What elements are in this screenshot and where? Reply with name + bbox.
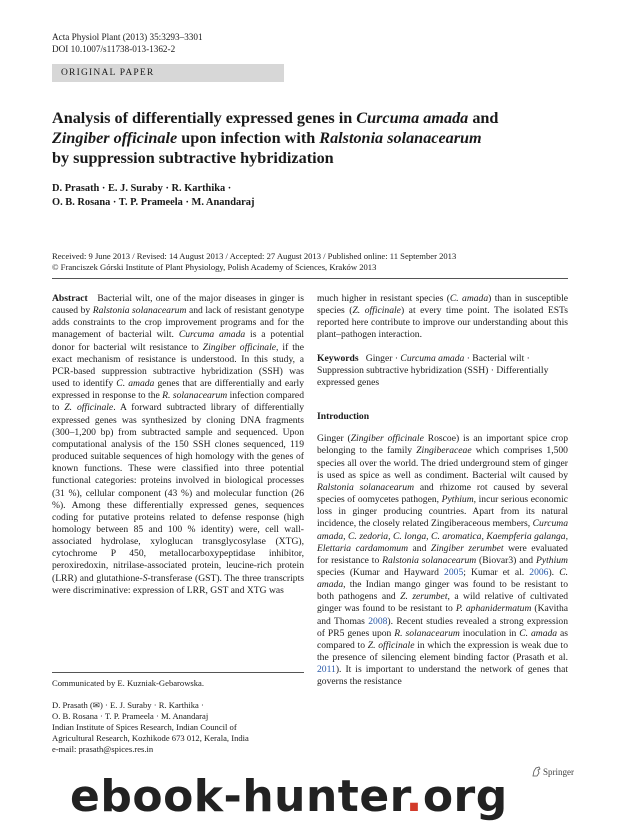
affiliation: D. Prasath (✉) · E. J. Suraby · R. Karthika · O. B. Rosana · T. P. Prameela · M. Anandaraj Indian Institute of Spices Research, Indian Council of Agricultural Research, Kozhikode 673 012, Kerala, India e-mail: prasath@spices.res.in — [52, 700, 304, 755]
publisher-logo: Springer — [532, 766, 574, 777]
journal-citation — [52, 31, 203, 55]
abstract-heading: Abstract — [52, 293, 88, 304]
section-tag: ORIGINAL PAPER — [52, 64, 284, 82]
citation-link[interactable]: 2005 — [444, 566, 464, 578]
footnote-divider — [52, 672, 304, 673]
right-column — [317, 293, 568, 689]
header-divider — [52, 278, 568, 279]
publication-dates: Received: 9 June 2013 / Revised: 14 August 2013 / Accepted: 27 August 2013 / Published online: 11 September 2013 © Franciszek Górski Institute of Plant Physiology, Polish Academy of Sciences, Kraków 2013 — [52, 251, 572, 273]
email-link[interactable]: e-mail: prasath@spices.res.in — [52, 744, 154, 754]
copyright-line: © Franciszek Górski Institute of Plant Physiology, Polish Academy of Sciences, Kraków 2013 — [52, 262, 377, 272]
citation-link[interactable]: 2011 — [317, 664, 336, 676]
springer-horse-icon — [532, 766, 541, 777]
introduction-heading: Introduction — [317, 411, 370, 423]
doi-line: DOI 10.1007/s11738-013-1362-2 — [52, 44, 176, 54]
citation-link[interactable]: 2006 — [529, 566, 549, 578]
journal-line: Acta Physiol Plant (2013) 35:3293–3301 — [52, 32, 203, 42]
watermark: ebook-hunter.org — [70, 771, 508, 822]
abstract: Abstract Bacterial wilt, one of the major diseases in ginger is caused by Ralstonia solanacearum and lack of resistant genotype adds constraints to the crop improvement programs and for the management of bacterial wilt. Curcuma amada is a potential donor for bacterial wilt resistance to Zingiber officinale, if the exact mechanism of resistance is understood. In this study, a PCR-based suppression subtractive hybridization (SSH) was used to identify C. amada genes that are differentially and early expressed in response to the R. solanacearum infection compared to Z. officinale. A forward subtracted library of differentially expressed genes was synthesized by cloning DNA fragments (300–1,200 bp) from subtracted sample and sequenced. Upon computational analysis of the 150 SSH clones sequenced, 119 produced suitable sequences of high homology with the genes of known functions. These were classified into three potential functional categories: proteins involved in biological processes (31 %), cellular component (43 %) and molecular function (26 %). Among these differentially expressed genes, sequences coding for putative proteins related to defense response (high homology between 85 and 100 % identity) were, cell wall-associated hydrolase, xyloglucan transglycosylase (XTG), cytochrome P 450, metallocarboxypeptidase inhibitor, peroxiredoxin, nitrilase-associated protein, leucine-rich protein (LRR) and glutathione-S-transferase (GST). The three transcripts were discriminative: expression of LRR, GST and XTG was — [52, 293, 305, 596]
paper-title: Analysis of differentially expressed genes in Curcuma amada and Zingiber officinale upon infection with Ralstonia solanacearum by suppression subtractive hybridization — [52, 109, 499, 167]
introduction-body: Ginger (Zingiber officinale Roscoe) is an important spice crop belonging to the family Zingiberaceae which comprises 1,500 species all over the world. The dried underground stem of ginger is used as spice as well as condiment. Bacterial wilt caused by Ralstonia solanacearum and rhizome rot caused by several species of oomycetes pathogen, Pythium, incur serious economic loss in ginger producing countries. Apart from its natural incidence, the closely related Zingiberaceous members, Curcuma amada, C. zedoria, C. longa, C. aromatica, Kaempferia galanga, Elettaria cardamomum and Zingiber zerumbet were evaluated for resistance to Ralstonia solanacearum (Biovar3) and Pythium species (Kumar and Hayward 2005; Kumar et al. 2006). C. amada, the Indian mango ginger was found to be resistant to both pathogens and Z. zerumbet, a wild relative of cultivated ginger was found to be resistant to P. aphanidermatum (Kavitha and Thomas 2008). Recent studies revealed a strong expression of PR5 genes upon R. solanacearum inoculation in C. amada as compared to Z. officinale in which the expression is weak due to the presence of silencing element binding factor (Prasath et al. 2011). It is important to understand the network of genes that governs the resistance — [317, 433, 569, 688]
communicated-by: Communicated by E. Kuzniak-Gebarowska. — [52, 678, 205, 688]
abstract-continuation: much higher in resistant species (C. amada) than in susceptible species (Z. officinale) at every time point. The isolated ESTs reported here contribute to improve our understanding about this plant–pathogen interaction. — [317, 293, 568, 341]
author-list: D. Prasath · E. J. Suraby · R. Karthika · O. B. Rosana · T. P. Prameela · M. Anandaraj — [52, 183, 255, 208]
keywords: Keywords Ginger · Curcuma amada · Bacterial wilt · Suppression subtractive hybridization (SSH) · Differentially expressed genes — [317, 352, 549, 388]
citation-link[interactable]: 2008 — [368, 615, 388, 627]
